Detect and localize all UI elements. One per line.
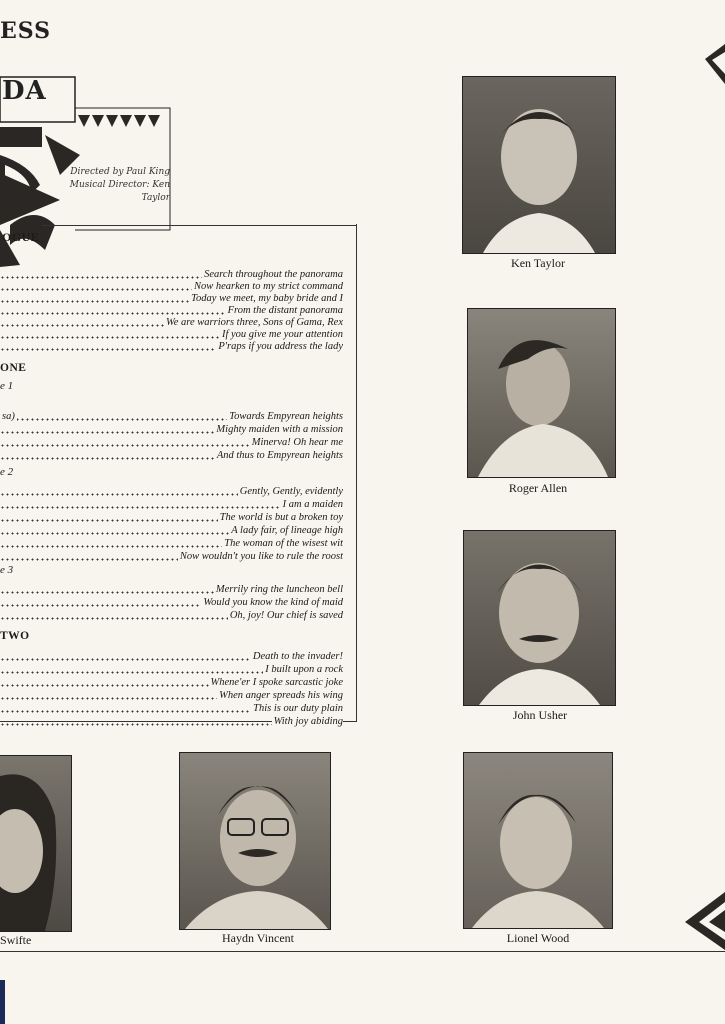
- cast-name: John Usher: [512, 708, 568, 722]
- cast-photo-swifte: [0, 755, 72, 932]
- song-line: This is our duty plain: [0, 702, 343, 715]
- scene-3-heading: e 3: [0, 564, 14, 576]
- song-line: I am a maiden: [0, 498, 343, 511]
- song-line: If you give me your attention: [0, 328, 343, 341]
- cast-photo-ken-taylor: [462, 76, 616, 254]
- title-fragment-main: DA: [2, 76, 47, 106]
- cast-photo-roger-allen: [467, 308, 616, 478]
- scene-1-heading: e 1: [0, 380, 14, 392]
- scene-2-heading: e 2: [0, 466, 14, 478]
- scan-edge: [0, 980, 5, 1024]
- cast-name: Swifte: [0, 933, 32, 947]
- musical-director-credit: Musical Director: Ken Taylor: [69, 180, 170, 203]
- song-line: Search throughout the panorama: [0, 268, 343, 281]
- title-fragment-top: ESS: [0, 18, 52, 44]
- song-line: I built upon a rock: [0, 663, 343, 676]
- song-line: A lady fair, of lineage high: [0, 524, 343, 537]
- song-line: Today we meet, my baby bride and I: [0, 292, 343, 305]
- box-top-rule: [42, 225, 357, 226]
- song-line: Gently, Gently, evidently: [0, 485, 343, 498]
- song-line: P'raps if you address the lady: [0, 340, 343, 353]
- song-line: Oh, joy! Our chief is saved: [0, 609, 343, 622]
- song-line: From the distant panorama: [0, 304, 343, 317]
- song-line: Merrily ring the luncheon bell: [0, 583, 343, 596]
- song-line: Minerva! Oh hear me: [0, 436, 343, 449]
- song-line: With joy abiding: [0, 715, 343, 728]
- cast-photo-haydn-vincent: [179, 752, 331, 930]
- song-line: Whene'er I spoke sarcastic joke: [0, 676, 343, 689]
- corner-ornament-bottom-right: [685, 892, 725, 952]
- director-credit: Directed by Paul King: [70, 167, 170, 177]
- song-line: When anger spreads his wing: [0, 689, 343, 702]
- song-line: The woman of the wisest wit: [0, 537, 343, 550]
- song-line: Would you know the kind of maid: [0, 596, 343, 609]
- song-line: Mighty maiden with a mission: [0, 423, 343, 436]
- act-one-heading: ONE: [0, 362, 27, 374]
- song-line: Now wouldn't you like to rule the roost: [0, 550, 343, 563]
- bottom-rule: [0, 951, 725, 952]
- song-line: The world is but a broken toy: [0, 511, 343, 524]
- musical-numbers-list: [0, 268, 343, 727]
- corner-ornament-top-right: [700, 44, 725, 89]
- cast-photo-john-usher: [463, 530, 616, 706]
- song-line: Now hearken to my strict command: [0, 280, 343, 293]
- cast-name: Lionel Wood: [506, 931, 570, 945]
- cast-name: Roger Allen: [508, 481, 568, 495]
- song-line: We are warriors three, Sons of Gama, Rex: [0, 316, 343, 329]
- song-lead-fragment: sa): [2, 411, 15, 422]
- cast-name: Ken Taylor: [511, 256, 565, 270]
- song-line: Death to the invader!: [0, 650, 343, 663]
- song-line: And thus to Empyrean heights: [0, 449, 343, 462]
- credits-block: [58, 166, 170, 205]
- cast-photo-lionel-wood: [463, 752, 613, 929]
- act-two-heading: TWO: [0, 630, 30, 642]
- cast-name: Haydn Vincent: [221, 931, 295, 945]
- prologue-label: OGUE: [2, 230, 40, 244]
- song-line: sa) Towards Empyrean heights: [2, 411, 343, 422]
